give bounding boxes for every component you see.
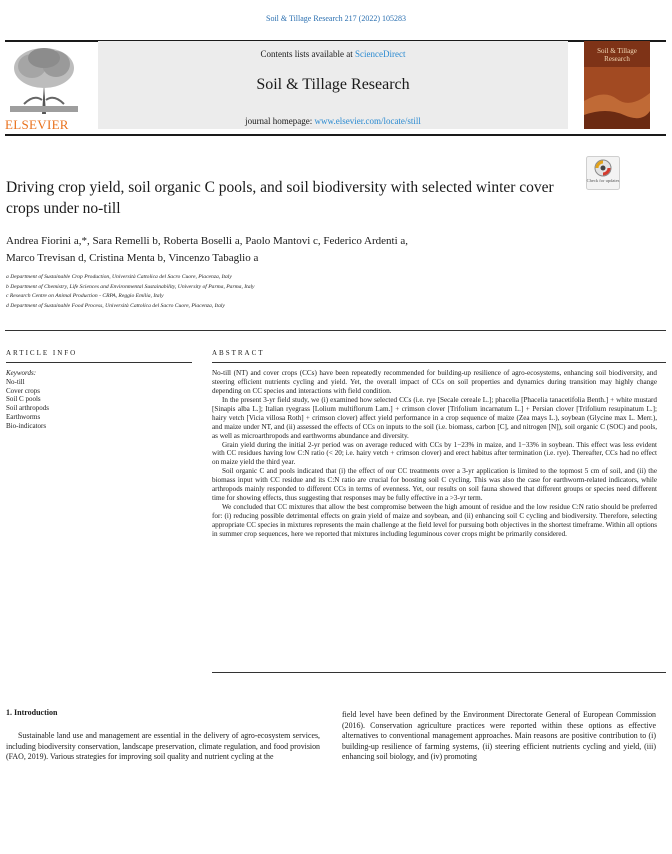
- keyword-item: Earthworms: [6, 412, 41, 421]
- check-for-updates-badge[interactable]: [586, 156, 620, 190]
- abstract-end-rule: [212, 672, 666, 673]
- check-for-updates-label: Check for updates: [586, 178, 620, 183]
- abstract-paragraph: We concluded that CC mixtures that allow the best compromise between the high amount of residue and the low residue C:N ratio should be preferred for: (i) reducing possible detrimental effects on grain yield of maize and soybean, and (ii) enhancing soil C cycling and biodiversity. Therefore, selecting appropriate CC species in mixtures represents the main challenge at the field level for pursuing both objectives in the shortest timeframe. Within all options in summer crop sequences, here we reported that mixtures including leguminous cover crops might be primarily considered.: [212, 503, 657, 538]
- keyword-item: Soil C pools: [6, 395, 41, 404]
- abstract-paragraph: In the present 3-yr field study, we (i) examined how selected CCs (i.e. rye [Secale cereale L.]; phacelia [Phacelia tanacetifolia Benth.] + white mustard [Sinapis alba L.]; Italian ryegrass [Lolium multiflorum Lam.] + crimson clover [Trifolium incarnatum L.] + Persian clover [Trifolium resupinatum L.]; hairy vetch [Vicia villosa Roth] + crimson clover) affect yield performance in a crop sequence of maize (Zea mays L.), soybean (Glycine max L. Merr.), and maize under NT, and (ii) assessed the effects of CCs on inputs to the soil (i.e. biomass, carbon [C], and nitrogen [N]), soil organic C (SOC) and pools, as well as microarthropods and earthworms abundance and diversity.: [212, 395, 657, 440]
- intro-paragraph: field level have been defined by the Environment Directorate General of European Commission (2016). Conservation agriculture practices were reported within these options as effective alternatives to conventional management approaches. Main reasons are positive contribution to (i) building-up resilience of farming systems, (ii) steering efficient nutrients cycling and yield, (iii) enhancing soil biology, and (iv) promoting: [342, 710, 656, 761]
- journal-citation[interactable]: Soil & Tillage Research 217 (2022) 105283: [266, 14, 406, 23]
- publisher-wordmark: ELSEVIER: [5, 117, 69, 132]
- abstract-paragraph: Grain yield during the initial 2-yr period was on average reduced with CCs by 1−23% in maize, and 1−33% in soybean. This effect was less evident with CC residues having low C:N ratio (< 20; i.e. hairy vetch + crimson clover) and erect habitus after termination (i.e. rye). Thereafter, CCs had no effect on maize yield the third year.: [212, 440, 657, 467]
- intro-column-left: [6, 731, 320, 763]
- keywords-block: [6, 369, 192, 431]
- cover-title: Soil & Tillage Research: [597, 47, 637, 63]
- affiliations-separator: [5, 330, 666, 331]
- keyword-item: Soil arthropods: [6, 404, 49, 413]
- keyword-item: Bio-indicators: [6, 421, 47, 430]
- contents-line: [98, 49, 568, 59]
- author-list: [6, 233, 566, 267]
- intro-paragraph: Sustainable land use and management are essential in the delivery of agro-ecosystem services, including biodiversity conservation, landscape preservation, climate regulation, and food provision (FAO, 2019). Various strategies for improving soil quality and nutrient cycling at the: [6, 731, 320, 761]
- journal-name: Soil & Tillage Research: [256, 76, 410, 93]
- keyword-item: Cover crops: [6, 386, 41, 395]
- affiliation-a: a Department of Sustainable Crop Production, Università Cattolica del Sacro Cuore, Piacenza, Italy: [6, 274, 232, 280]
- sciencedirect-link[interactable]: ScienceDirect: [355, 49, 406, 59]
- affiliation-b: b Department of Chemistry, Life Sciences and Environmental Sustainability, University of Parma, Parma, Italy: [6, 283, 255, 290]
- header-bottom-rule: [5, 134, 666, 136]
- authors-line-2[interactable]: Marco Trevisan d, Cristina Menta b, Vincenzo Tabaglio a: [6, 252, 259, 264]
- abstract-paragraph: Soil organic C and pools indicated that (i) the effect of our CC treatments over a 3-yr application is limited to the topmost 5 cm of soil, and (ii) the biomass input with CC residue and its C:N ratio are crucial for boosting soil C cycling. This was also the case for earthworm-related indicators, while arthropods mainly responded to different CCs in terms of evenness. Yet, our results on soil fauna showed that different groups or species need different time for showing effects, thus suggesting that responses may be fully effective in a >3-yr term.: [212, 467, 657, 503]
- abstract-heading: ABSTRACT: [212, 349, 265, 357]
- keyword-item: No-till: [6, 377, 25, 386]
- affiliation-c: c Research Centre on Animal Production - CRPA, Reggio Emilia, Italy: [6, 293, 164, 299]
- abstract-rule: [212, 362, 666, 363]
- authors-line-1[interactable]: Andrea Fiorini a,*, Sara Remelli b, Roberta Boselli a, Paolo Mantovi c, Federico Ardenti a,: [6, 235, 409, 247]
- contents-prefix: Contents lists available at: [260, 49, 355, 59]
- introduction-heading: 1. Introduction: [6, 708, 58, 717]
- abstract-body: [212, 369, 657, 539]
- article-info-heading: ARTICLE INFO: [6, 349, 78, 357]
- intro-column-right: [342, 710, 656, 763]
- abstract-paragraph: No-till (NT) and cover crops (CCs) have been repeatedly recommended for building-up resilience of agro-ecosystems, enhancing soil biodiversity, and steering efficient nutrients cycling and yield. Yet, the overall impact of CCs on soil properties and dynamics during transition may highly change depending on CC species and interactions with field condition.: [212, 369, 657, 395]
- affiliations: [6, 273, 606, 311]
- article-info-rule: [6, 362, 192, 363]
- homepage-prefix: journal homepage:: [245, 116, 315, 126]
- article-title: Driving crop yield, soil organic C pools, and soil biodiversity with selected winter cover crops under no-till: [6, 179, 554, 217]
- homepage-link[interactable]: www.elsevier.com/locate/still: [314, 116, 421, 126]
- affiliation-d: d Department of Sustainable Food Process, Università Cattolica del Sacro Cuore, Piacenza, Italy: [6, 302, 225, 309]
- keywords-label: Keywords:: [6, 369, 37, 377]
- homepage-line: [98, 116, 568, 126]
